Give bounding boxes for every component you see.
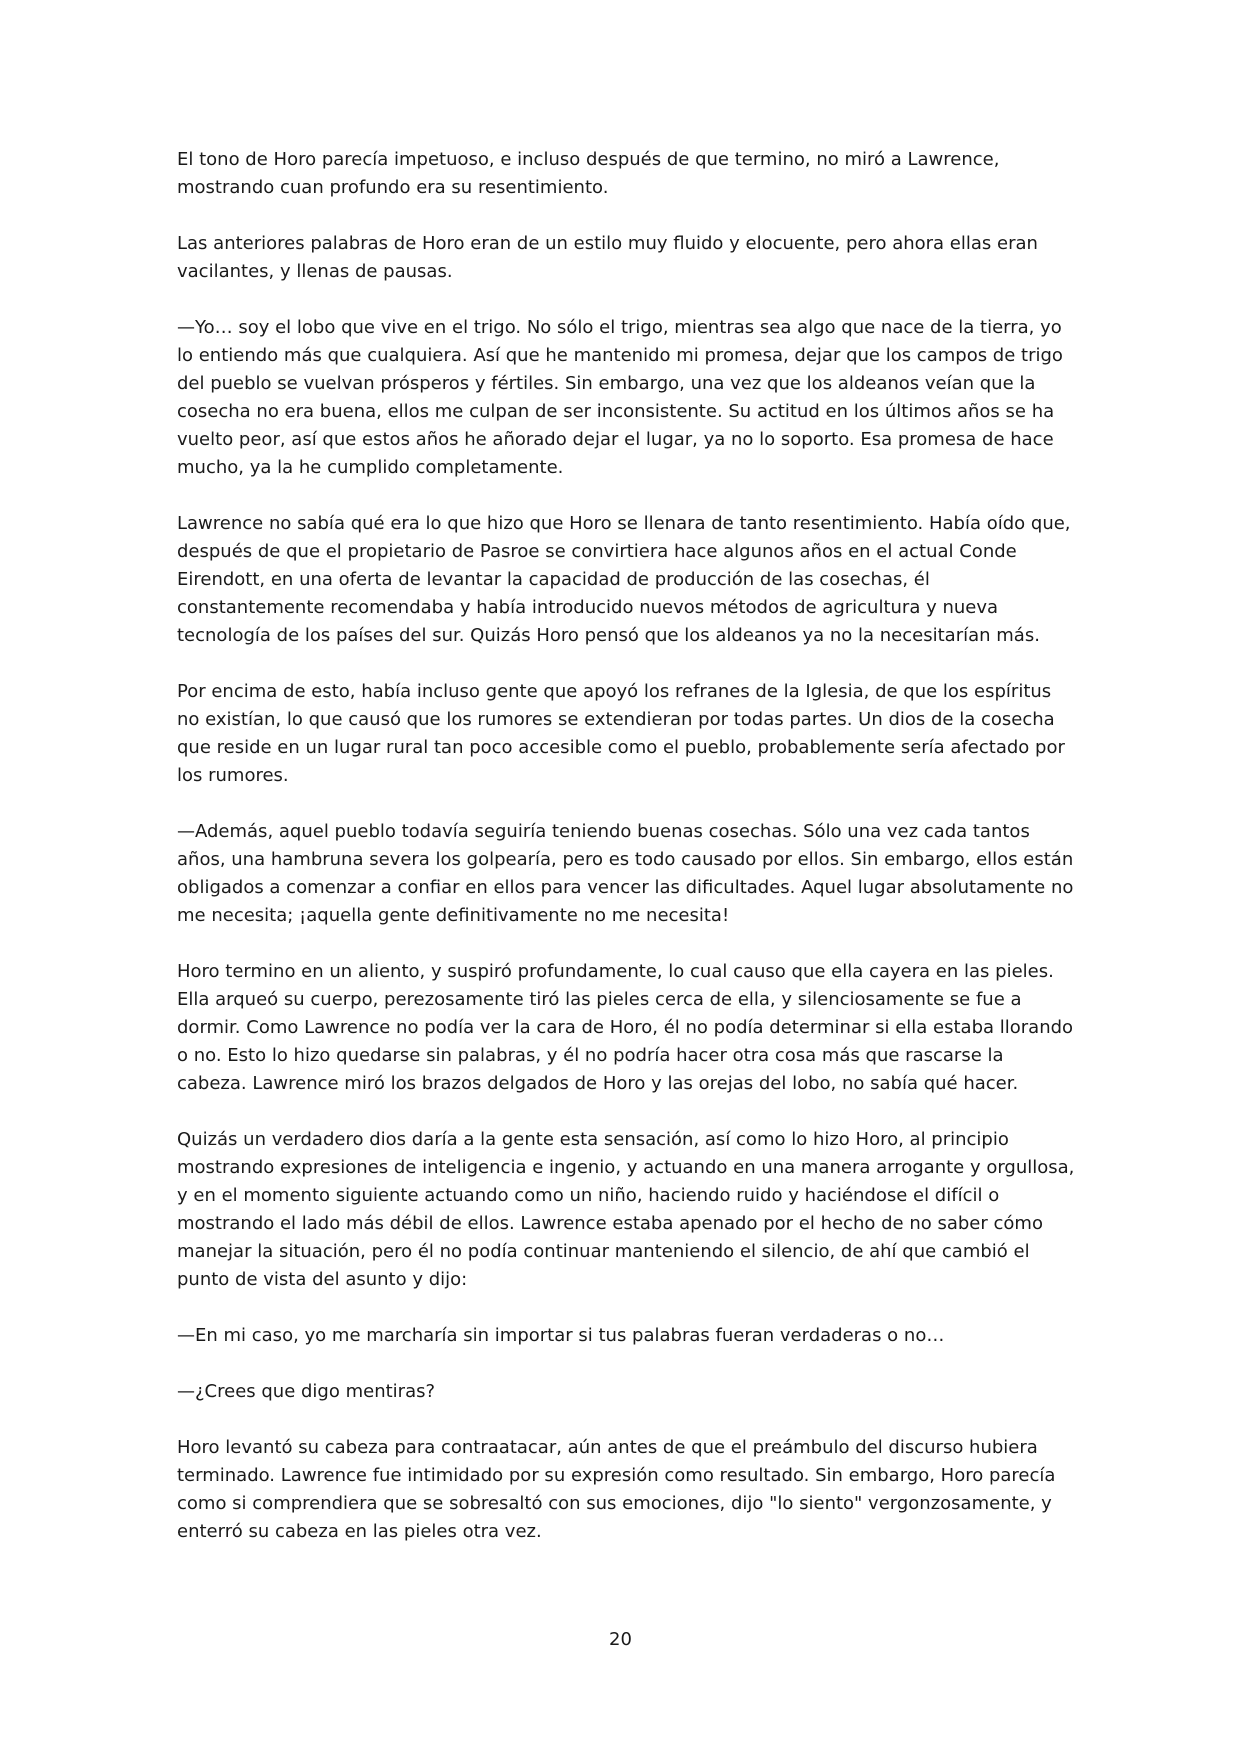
paragraph-3: —Yo… soy el lobo que vive en el trigo. No sólo el trigo, mientras sea algo que nace de la tierra, yo lo entiendo más que cualquiera. Así que he mantenido mi promesa, dejar que los campos de trigo del pueblo se vuelvan prósperos y fértiles. Sin embargo, una vez que los aldeanos veían que la cosecha no era buena, ellos me culpan de ser inconsistente. Su actitud en los últimos años se ha vuelto peor, así que estos años he añorado dejar el lugar, ya no lo soporto. Esa promesa de hace mucho, ya la he cumplido completamente. <box>177 317 1063 478</box>
body-text <box>177 146 1077 1574</box>
page-number: 20 <box>609 1629 632 1650</box>
paragraph-4: Lawrence no sabía qué era lo que hizo que Horo se llenara de tanto resentimiento. Había oído que, después de que el propietario de Pasroe se convirtiera hace algunos años en el actual Conde Eirendott, en una oferta de levantar la capacidad de producción de las cosechas, él constantemente recomendaba y había introducido nuevos métodos de agricultura y nueva tecnología de los países del sur. Quizás Horo pensó que los aldeanos ya no la necesitarían más. <box>177 513 1071 646</box>
paragraph-8: Quizás un verdadero dios daría a la gente esta sensación, así como lo hizo Horo, al principio mostrando expresiones de inteligencia e ingenio, y actuando en una manera arrogante y orgullosa, y en el momento siguiente actuando como un niño, haciendo ruido y haciéndose el difícil o mostrando el lado más débil de ellos. Lawrence estaba apenado por el hecho de no saber cómo manejar la situación, pero él no podía continuar manteniendo el silencio, de ahí que cambió el punto de vista del asunto y dijo: <box>177 1129 1075 1290</box>
paragraph-6: —Además, aquel pueblo todavía seguiría teniendo buenas cosechas. Sólo una vez cada tantos años, una hambruna severa los golpearía, pero es todo causado por ellos. Sin embargo, ellos están obligados a comenzar a confiar en ellos para vencer las dificultades. Aquel lugar absolutamente no me necesita; ¡aquella gente definitivamente no me necesita! <box>177 821 1074 926</box>
paragraph-1: El tono de Horo parecía impetuoso, e incluso después de que termino, no miró a Lawrence, mostrando cuan profundo era su resentimiento. <box>177 149 1000 198</box>
paragraph-9: —En mi caso, yo me marcharía sin importar si tus palabras fueran verdaderas o no… <box>177 1325 945 1346</box>
paragraph-2: Las anteriores palabras de Horo eran de un estilo muy fluido y elocuente, pero ahora ellas eran vacilantes, y llenas de pausas. <box>177 233 1038 282</box>
paragraph-11: Horo levantó su cabeza para contraatacar, aún antes de que el preámbulo del discurso hubiera terminado. Lawrence fue intimidado por su expresión como resultado. Sin embargo, Horo parecía como si comprendiera que se sobresaltó con sus emociones, dijo "lo siento" vergonzosamente, y enterró su cabeza en las pieles otra vez. <box>177 1437 1056 1542</box>
paragraph-10: —¿Crees que digo mentiras? <box>177 1381 436 1402</box>
paragraph-7: Horo termino en un aliento, y suspiró profundamente, lo cual causo que ella cayera en las pieles. Ella arqueó su cuerpo, perezosamente tiró las pieles cerca de ella, y silenciosamente se fue a dormir. Como Lawrence no podía ver la cara de Horo, él no podía determinar si ella estaba llorando o no. Esto lo hizo quedarse sin palabras, y él no podría hacer otra cosa más que rascarse la cabeza. Lawrence miró los brazos delgados de Horo y las orejas del lobo, no sabía qué hacer. <box>177 961 1074 1094</box>
paragraph-5: Por encima de esto, había incluso gente que apoyó los refranes de la Iglesia, de que los espíritus no existían, lo que causó que los rumores se extendieran por todas partes. Un dios de la cosecha que reside en un lugar rural tan poco accesible como el pueblo, probablemente sería afectado por los rumores. <box>177 681 1065 786</box>
